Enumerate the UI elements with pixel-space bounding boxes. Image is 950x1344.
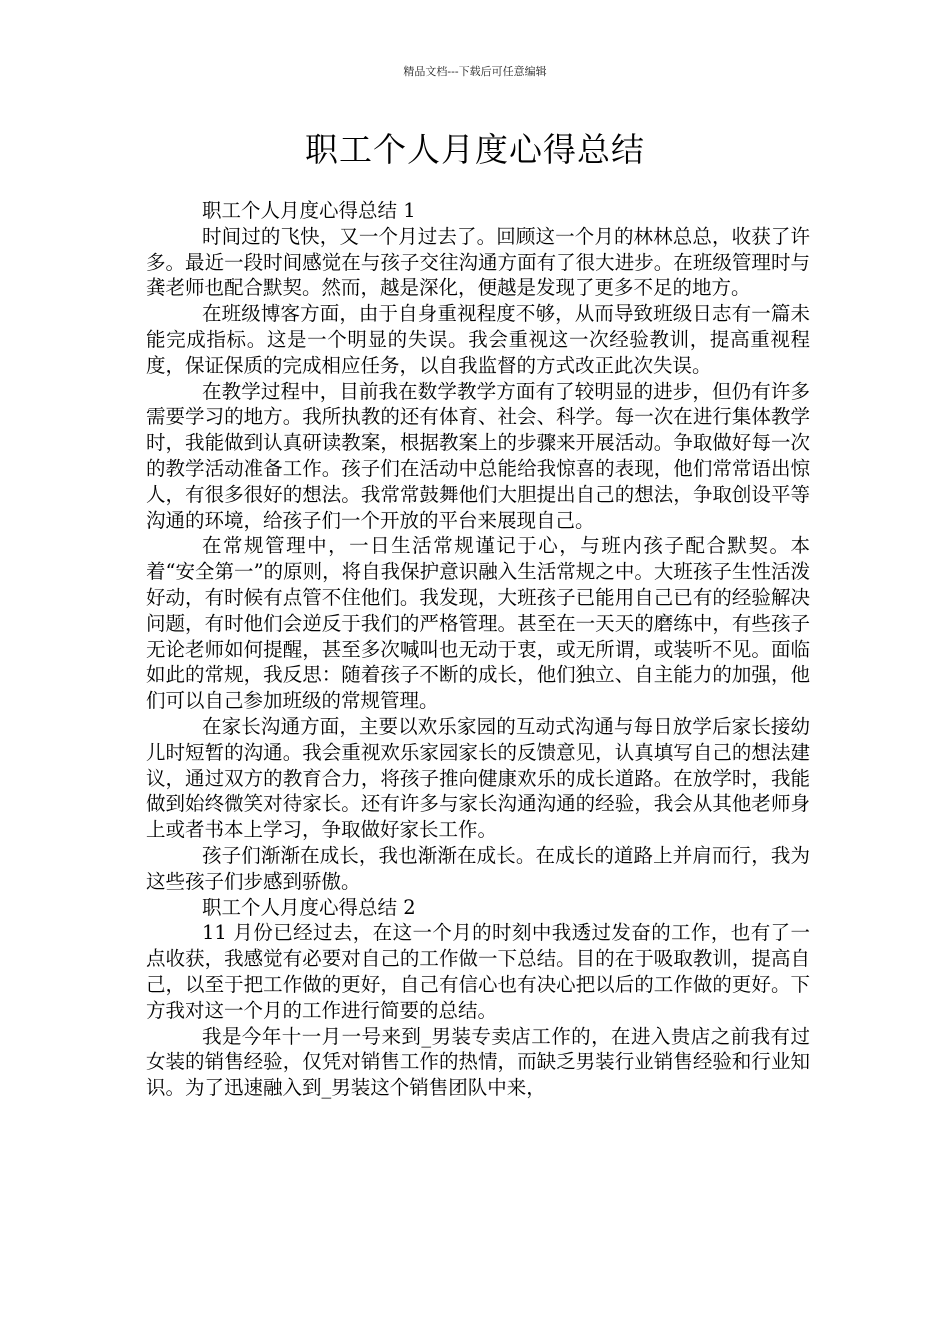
document-title: 职工个人月度心得总结: [305, 130, 645, 169]
paragraph: 在常规管理中，一日生活常规谨记于心，与班内孩子配合默契。本着“安全第一”的原则，将自我保护意识融入生活常规之中。大班孩子生性活泼好动，有时候有点管不住他们。我发现，大班孩子已能用自己已有的经验解决问题，有时他们会逆反于我们的严格管理。甚至在一天天的磨练中，有些孩子无论老师如何提醒，甚至多次喊叫也无动于衷，或无所谓，或装听不见。面临如此的常规，我反思：随着孩子不断的成长，他们独立、自主能力的加强，他们可以自己参加班级的常规管理。: [146, 534, 810, 713]
paragraph: 在家长沟通方面，主要以欢乐家园的互动式沟通与每日放学后家长接幼儿时短暂的沟通。我会重视欢乐家园家长的反馈意见，认真填写自己的想法建议，通过双方的教育合力，将孩子推向健康欢乐的成长道路。在放学时，我能做到始终微笑对待家长。还有许多与家长沟通沟通的经验，我会从其他老师身上或者书本上学习，争取做好家长工作。: [146, 714, 810, 842]
section-heading: 职工个人月度心得总结 1: [202, 199, 416, 222]
paragraph: 孩子们渐渐在成长，我也渐渐在成长。在成长的道路上并肩而行，我为这些孩子们步感到骄傲。: [146, 843, 810, 893]
paragraph: 时间过的飞快，又一个月过去了。回顾这一个月的林林总总，收获了许多。最近一段时间感觉在与孩子交往沟通方面有了很大进步。在班级管理时与龚老师也配合默契。然而，越是深化，便越是发现了更多不足的地方。: [146, 224, 810, 300]
paragraph: 我是今年十一月一号来到_男装专卖店工作的，在进入贵店之前我有过女装的销售经验，仅凭对销售工作的热情，而缺乏男装行业销售经验和行业知识。为了迅速融入到_男装这个销售团队中来，: [146, 1024, 810, 1100]
page-header: 精品文档---下载后可任意编辑: [403, 65, 547, 78]
paragraph: 在班级博客方面，由于自身重视程度不够，从而导致班级日志有一篇未能完成指标。这是一个明显的失误。我会重视这一次经验教训，提高重视程度，保证保质的完成相应任务，以自我监督的方式改正此次失误。: [146, 302, 810, 377]
document-body: [146, 198, 810, 1101]
section-heading: 职工个人月度心得总结 2: [202, 895, 416, 919]
paragraph: 11 月份已经过去，在这一个月的时刻中我透过发奋的工作，也有了一点收获，我感觉有必要对自己的工作做一下总结。目的在于吸取教训，提高自己，以至于把工作做的更好，自己有信心也有决心把以后的工作做的更好。下方我对这一个月的工作进行简要的总结。: [146, 921, 810, 1022]
paragraph: 在教学过程中，目前我在数学教学方面有了较明显的进步，但仍有许多需要学习的地方。我所执教的还有体育、社会、科学。每一次在进行集体教学时，我能做到认真研读教案，根据教案上的步骤来开展活动。争取做好每一次的教学活动准备工作。孩子们在活动中总能给我惊喜的表现，他们常常语出惊人，有很多很好的想法。我常常鼓舞他们大胆提出自己的想法，争取创设平等沟通的环境，给孩子们一个开放的平台来展现自己。: [146, 379, 810, 532]
